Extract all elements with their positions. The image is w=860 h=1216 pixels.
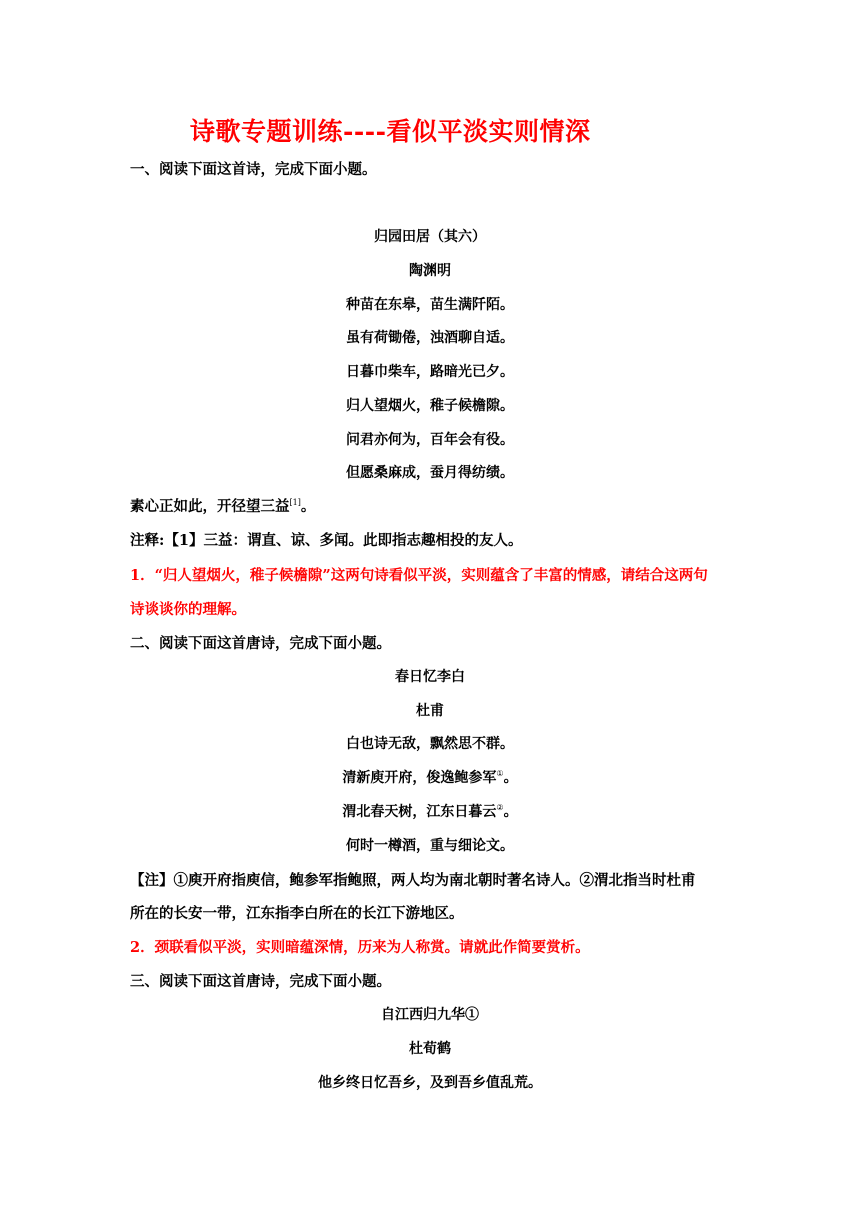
poem2-line-text: 渭北春天树，江东日暮云	[342, 804, 497, 820]
poem2-line-end: 。	[503, 804, 518, 820]
section2-heading: 二、阅读下面这首唐诗，完成下面小题。	[130, 635, 391, 652]
poem1-line: 问君亦何为，百年会有役。	[346, 432, 514, 448]
poem2-annotation-line1: 【注】①庾开府指庾信，鲍参军指鲍照，两人均为南北朝时著名诗人。②渭北指当时杜甫	[130, 872, 696, 889]
poem2-line	[0, 767, 860, 787]
question-1-line1: 1．“归人望烟火，稚子候檐隙”这两句诗看似平淡，实则蕴含了丰富的情感，请结合这两句	[130, 567, 708, 584]
poem3-line: 他乡终日忆吾乡，及到吾乡值乱荒。	[318, 1075, 542, 1091]
footnote-marker: [1]	[289, 498, 301, 507]
poem1-line: 种苗在东皋，苗生满阡陌。	[346, 297, 514, 313]
poem1-line: 但愿桑麻成，蚕月得纺绩。	[346, 465, 514, 481]
poem1-line: 日暮巾柴车，路暗光已夕。	[346, 364, 514, 380]
question-1-line2: 诗谈谈你的理解。	[130, 601, 246, 618]
poem3-title: 自江西归九华①	[381, 1007, 479, 1023]
poem2-annotation-line2: 所在的长安一带，江东指李白所在的长江下游地区。	[130, 905, 464, 922]
poem3-author: 杜荀鹤	[409, 1041, 451, 1057]
poem2-title: 春日忆李白	[395, 669, 465, 685]
poem2-line: 白也诗无敌，飘然思不群。	[346, 736, 514, 752]
poem2-line-text: 清新庾开府，俊逸鲍参军	[342, 770, 497, 786]
poem1-last-line	[130, 495, 315, 516]
poem2-line-end: 。	[503, 770, 518, 786]
poem2-line	[0, 801, 860, 821]
section3-heading: 三、阅读下面这首唐诗，完成下面小题。	[130, 973, 391, 990]
footnote-marker: ①	[496, 769, 504, 778]
poem1-last-line-text: 素心正如此，开径望三益	[130, 498, 290, 515]
document-title: 诗歌专题训练----看似平淡实则情深	[190, 117, 591, 146]
poem1-line: 虽有荷锄倦，浊酒聊自适。	[346, 330, 514, 346]
question-2: 2．颈联看似平淡，实则暗蕴深情，历来为人称赏。请就此作简要赏析。	[130, 939, 590, 956]
poem1-line: 归人望烟火，稚子候檐隙。	[346, 398, 514, 414]
footnote-marker: ②	[496, 803, 504, 812]
section1-heading: 一、阅读下面这首诗，完成下面小题。	[130, 161, 377, 178]
poem1-last-line-end: 。	[300, 498, 316, 515]
poem1-author: 陶渊明	[409, 263, 451, 279]
poem1-title: 归园田居（其六）	[374, 229, 486, 245]
poem2-line: 何时一樽酒，重与细论文。	[346, 838, 514, 854]
poem1-annotation: 注释:【1】三益：谓直、谅、多闻。此即指志趣相投的友人。	[130, 532, 523, 549]
poem2-author: 杜甫	[416, 703, 444, 719]
